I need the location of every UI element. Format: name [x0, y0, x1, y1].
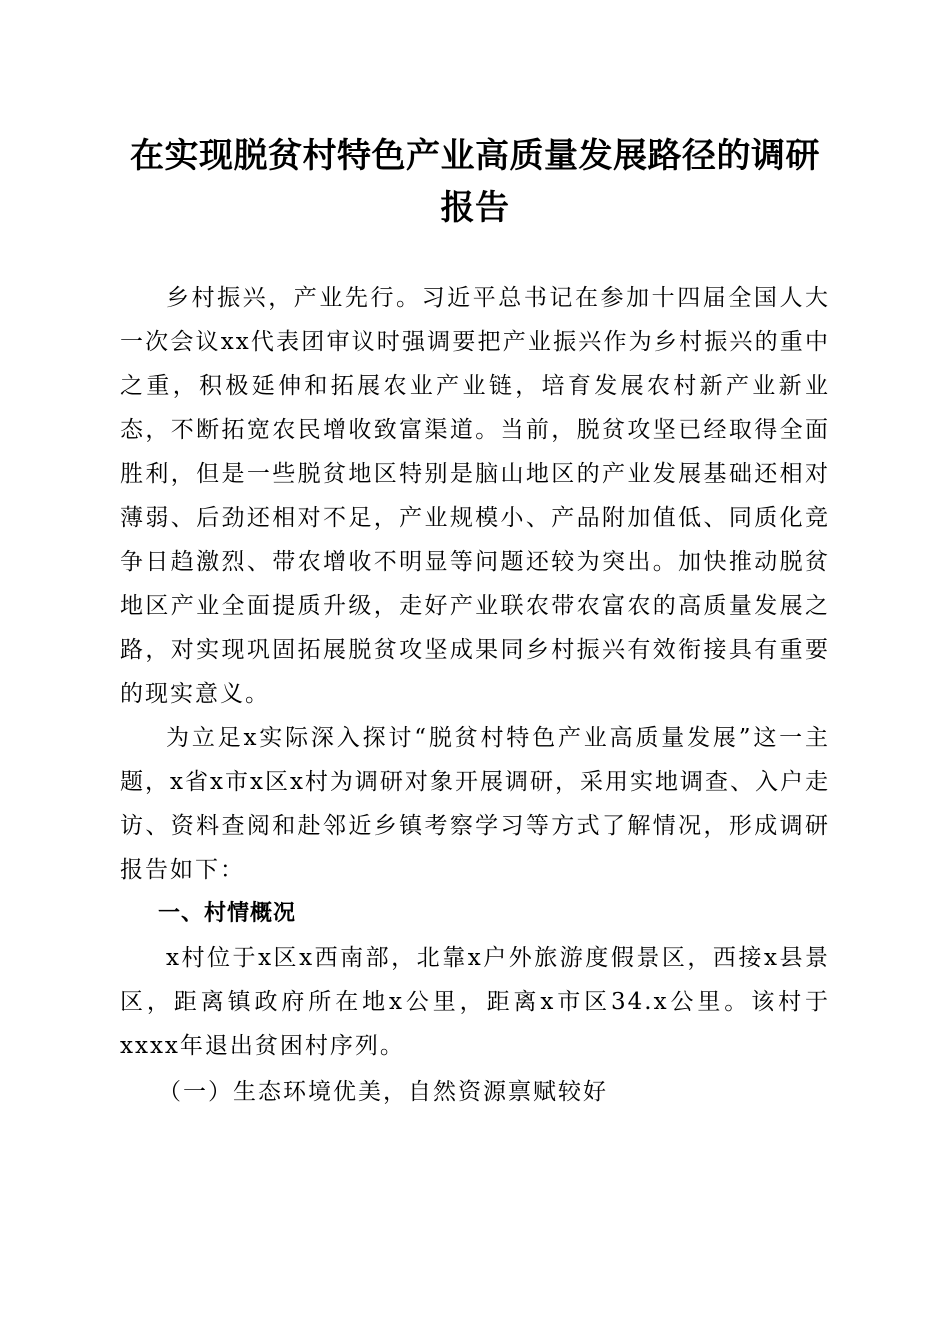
title-line-1: 在实现脱贫村特色产业高质量发展路径的调研: [130, 136, 820, 176]
title-line-2: 报告: [440, 188, 510, 228]
village-overview-paragraph: x村位于x区x西南部，北靠x户外旅游度假景区，西接x县景区，距离镇政府所在地x公里，距离x市区34.x公里。该村于xxxx年退出贫困村序列。: [120, 945, 830, 1059]
subsection-heading-ecology: （一）生态环境优美，自然资源禀赋较好: [158, 1079, 608, 1105]
section-heading-village-overview: 一、村情概况: [158, 901, 297, 926]
document-title: [110, 130, 840, 234]
purpose-paragraph: 为立足x实际深入探讨“脱贫村特色产业高质量发展”这一主题，x省x市x区x村为调研对象开展调研，采用实地调查、入户走访、资料查阅和赴邻近乡镇考察学习等方式了解情况，形成调研报告如下：: [120, 725, 830, 883]
intro-paragraph: 乡村振兴，产业先行。习近平总书记在参加十四届全国人大一次会议xx代表团审议时强调要把产业振兴作为乡村振兴的重中之重，积极延伸和拓展农业产业链，培育发展农村新产业新业态，不断拓宽农民增收致富渠道。当前，脱贫攻坚已经取得全面胜利，但是一些脱贫地区特别是脑山地区的产业发展基础还相对薄弱、后劲还相对不足，产业规模小、产品附加值低、同质化竞争日趋激烈、带农增收不明显等问题还较为突出。加快推动脱贫地区产业全面提质升级，走好产业联农带农富农的高质量发展之路，对实现巩固拓展脱贫攻坚成果同乡村振兴有效衔接具有重要的现实意义。: [120, 285, 830, 707]
document-body: [120, 276, 830, 1114]
